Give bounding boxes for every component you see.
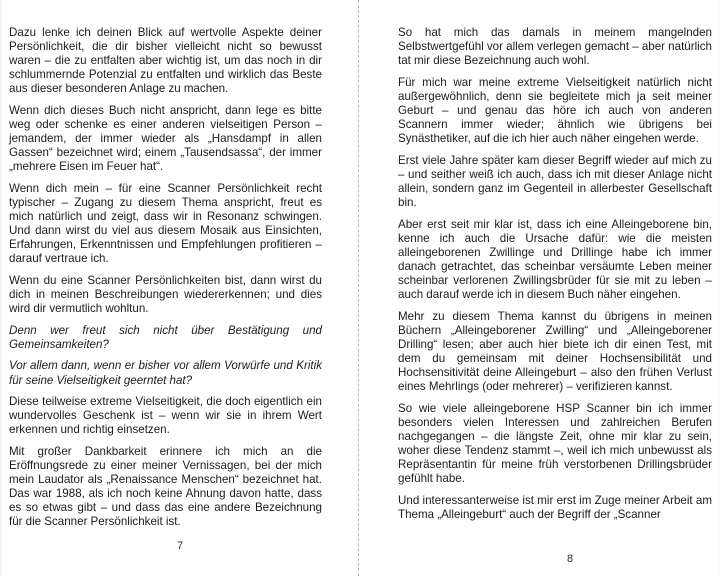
paragraph: Erst viele Jahre später kam dieser Begriff wieder auf mich zu – und seither weiß ich auch, dass ich mit dieser Anlage nicht allein, sondern ganz im Gegenteil in allerbester Gesellschaft bin. <box>398 153 712 210</box>
paragraph: Mit großer Dankbarkeit erinnere ich mich an die Eröffnungsrede zu einer meiner Vernissagen, bei der mich mein Laudator als „Renaissance Menschen“ bezeichnet hat. Das war 1988, als ich noch keine Ahnung davon hatte, dass es so etwas gibt – und dass das eine andere Bezeichnung für die Scanner Persönlichkeit ist. <box>9 444 322 529</box>
paragraph: Wenn du eine Scanner Persönlichkeiten bist, dann wirst du dich in meinen Beschreibungen wiedererkennen; und dies wird dir vermutlich wohltun. <box>9 274 322 316</box>
right-page-textblock <box>398 26 712 522</box>
paragraph: Aber erst seit mir klar ist, dass ich eine Alleingeborene bin, kenne ich auch die Ursache dafür: wie die meisten alleingeborenen Zwillinge und Drillinge habe ich immer danach getrachtet, das scheinbar versäumte Leben meiner scheinbar verlorenen Zwillingsbrüder für sie mit zu leben – auch darauf werde ich in diesem Buch näher eingehen. <box>398 217 712 302</box>
paragraph: So hat mich das damals in meinem mangelnden Selbstwertgefühl vor allem verlegen gemacht – aber natürlich tat mir diese Bezeichnung auch wohl. <box>398 26 712 68</box>
book-page-right <box>360 0 720 576</box>
paragraph: Mehr zu diesem Thema kannst du übrigens in meinen Büchern „Alleingeborener Zwilling“ und „Alleingeborener Drilling“ lesen; aber auch hier biete ich dir einen Test, mit dem du gemeinsam mit deiner Hochsensibilität und Hochsensitivität deine Alleingeburt – also den frühen Verlust eines Mehrlings (oder mehrerer) – verifizieren kannst. <box>398 309 712 394</box>
paragraph: So wie viele alleingeborene HSP Scanner bin ich immer besonders vielen Interessen und zahlreichen Berufen nachgegangen – die längste Zeit, ohne mir klar zu sein, woher diese Tendenz stammt –, weil ich mich unbewusst als Repräsentantin für meine früh verstorbenen Drillingsbrüder gefühlt habe. <box>398 401 712 486</box>
paragraph: Wenn dich mein – für eine Scanner Persönlichkeit recht typischer – Zugang zu diesem Thema anspricht, freut es mich natürlich und zeigt, dass wir in Resonanz schwingen. Und dann wirst du viel aus diesem Mosaik aus Einsichten, Erfahrungen, Erkenntnissen und Empfehlungen profitieren – darauf vertraue ich. <box>9 181 322 266</box>
paragraph: Wenn dich dieses Buch nicht anspricht, dann lege es bitte weg oder schenke es einer anderen vielseitigen Person – jemandem, der immer wieder als „Hansdampf in allen Gassen“ bezeichnet wird; einem „Tausendsassa“, der immer „mehrere Eisen im Feuer hat“. <box>9 103 322 174</box>
page-number-left: 7 <box>176 540 184 552</box>
paragraph: Für mich war meine extreme Vielseitigkeit natürlich nicht außergewöhnlich, denn sie begleitete mich ja seit meiner Geburt – und genau das höre ich auch von anderen Scannern immer wieder; ähnlich wie übrigens bei Synästhetiker, auf die ich hier auch näher eingehen werde. <box>398 75 712 146</box>
left-page-textblock <box>9 26 322 530</box>
paragraph: Diese teilweise extreme Vielseitigkeit, die doch eigentlich ein wundervolles Geschenk ist – wenn wir sie in ihrem Wert erkennen und richtig einsetzen. <box>9 395 322 437</box>
page-number-right: 8 <box>566 553 574 565</box>
paragraph-italic: Vor allem dann, wenn er bisher vor allem Vorwürfe und Kritik für seine Vielseitigkeit geerntet hat? <box>9 359 322 387</box>
paragraph: Dazu lenke ich deinen Blick auf wertvolle Aspekte deiner Persönlichkeit, die dir bisher vielleicht nicht so bewusst waren – die zu entfalten aber wichtig ist, um das noch in dir schlummernde Potenzial zu entfalten und wirklich das Beste aus dieser besonderen Anlage zu machen. <box>9 26 322 96</box>
paragraph: Und interessanterweise ist mir erst im Zuge meiner Arbeit am Thema „Alleingeburt“ auch der Begriff der „Scanner <box>398 493 712 521</box>
paragraph-italic: Denn wer freut sich nicht über Bestätigung und Gemeinsamkeiten? <box>9 323 322 351</box>
gutter-divider <box>358 0 359 576</box>
